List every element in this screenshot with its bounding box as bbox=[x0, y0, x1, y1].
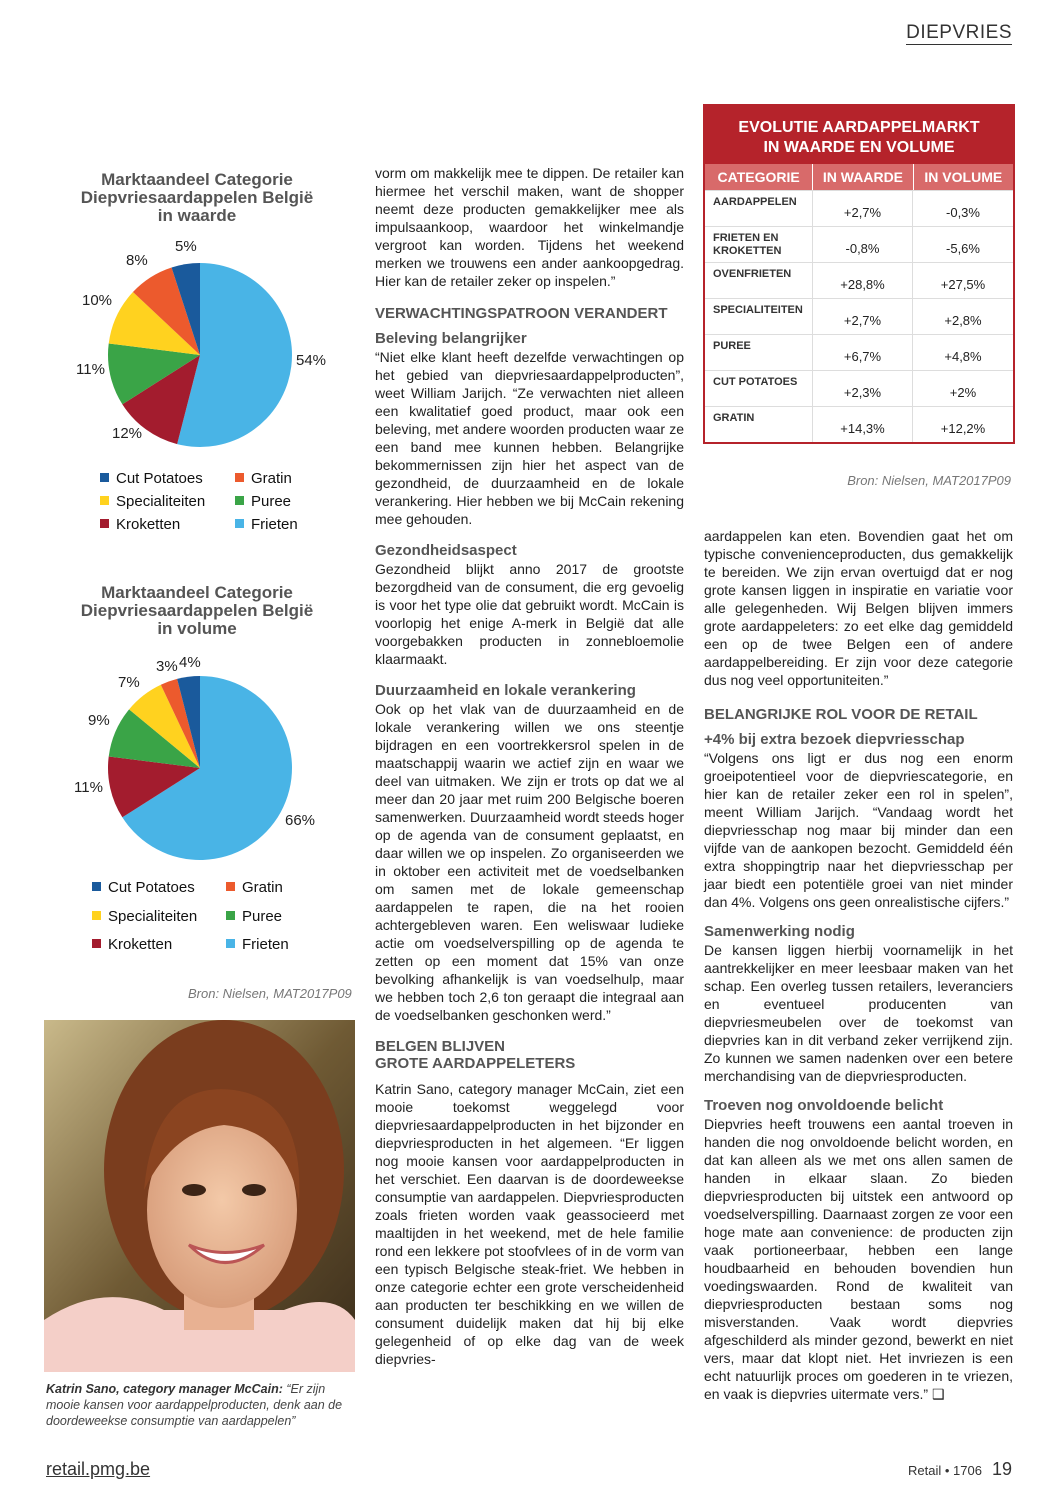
legend-item-spec: Specialiteiten bbox=[100, 493, 205, 510]
cell-waarde: +2,7% bbox=[813, 191, 913, 226]
cell-volume: +2% bbox=[949, 385, 977, 400]
table-row bbox=[705, 262, 1013, 298]
krok-swatch bbox=[92, 939, 101, 948]
chart1-title: Marktaandeel Categorie Diepvriesaardappelen België in waarde bbox=[80, 170, 314, 225]
chart2-title: Marktaandeel Categorie Diepvriesaardappelen België in volume bbox=[80, 583, 314, 638]
chart1-label-frieten: 54% bbox=[296, 352, 327, 369]
table-source: Bron: Nielsen, MAT2017P09 bbox=[847, 473, 1011, 488]
footer-issue: Retail • 1706 19 bbox=[908, 1459, 1012, 1479]
cell-volume: +4,8% bbox=[944, 349, 982, 364]
col-header-volume: IN VOLUME bbox=[913, 164, 1013, 190]
legend2-item-frieten: Frieten bbox=[226, 936, 289, 953]
legend2-item-cut: Cut Potatoes bbox=[92, 879, 195, 896]
legend-item-gratin: Gratin bbox=[235, 470, 292, 487]
page-number: 19 bbox=[991, 1459, 1012, 1479]
puree-swatch bbox=[235, 496, 244, 505]
subheading: +4% bij extra bezoek diepvriesschap bbox=[704, 731, 965, 748]
table-body bbox=[705, 190, 1013, 442]
cell-waarde: +6,7% bbox=[813, 335, 913, 370]
cell-categorie: GRATIN bbox=[705, 407, 813, 442]
krok-swatch bbox=[100, 519, 109, 528]
paragraph: aardappelen kan eten. Bovendien gaat het om typische convenienceproducten, dus gemakkelijk te bereiden. We zijn ervan overtuigd dat er nog grote kansen liggen in inspiratie en variatie voor alle gelegenheden. Wij Belgen blijven immers grote aardappeleters: zo eet elke dag gemiddeld een op de twee Belgen een of andere aardappelbereiding. Er zijn voor deze categorie dus nog veel opportuniteiten.” bbox=[704, 528, 1013, 688]
col-header-waarde: IN WAARDE bbox=[812, 164, 912, 190]
legend2-item-spec: Specialiteiten bbox=[92, 908, 197, 925]
paragraph: Katrin Sano, category manager McCain, ziet een mooie toekomst weggelegd voor diepvriesaardappelproducten in het bijzonder en diepvriesproducten in het algemeen. “Er liggen nog mooie kansen voor aardappelproducten in het verschiet. Een daarvan is de doordeweekse consumptie van aardappelen. Diepvriesproducten zoals frieten worden vaak geassocieerd met maaltijden in het weekend, met de hele familie rond een lekkere pot stoofvlees of in de vorm van een typisch Belgische steak-friet. We hebben in onze categorie echter een grote verscheidenheid aan producten ter beschikking en we willen de consument duidelijk maken dat hij bij elke gelegenheid of op elke dag van de week diepvries- bbox=[375, 1081, 684, 1367]
cell-waarde: +28,8% bbox=[813, 263, 913, 298]
heading: BELANGRIJKE ROL VOOR DE RETAIL bbox=[704, 706, 978, 723]
portrait-image bbox=[44, 1020, 355, 1372]
cell-waarde: -0,8% bbox=[813, 227, 913, 262]
legend2-item-gratin: Gratin bbox=[226, 879, 283, 896]
legend2-item-krok: Kroketten bbox=[92, 936, 172, 953]
col-header-categorie: CATEGORIE bbox=[717, 169, 800, 185]
subheading: Beleving belangrijker bbox=[375, 330, 527, 347]
puree-swatch bbox=[226, 911, 235, 920]
chart2-label-krok: 11% bbox=[74, 779, 103, 796]
chart1-label-krok: 12% bbox=[112, 425, 143, 442]
chart1-label-gratin: 8% bbox=[126, 252, 148, 269]
frieten-swatch bbox=[226, 939, 235, 948]
cell-categorie: AARDAPPELEN bbox=[705, 191, 813, 226]
cell-volume: +27,5% bbox=[940, 277, 986, 292]
legend-item-frieten: Frieten bbox=[235, 516, 298, 533]
paragraph: “Volgens ons ligt er dus nog een enorm groeipotentieel voor de diepvriescategorie, en hier kan de retailer zeker een rol in spelen”, meent William Jarijch. “Vandaag wordt het diepvriesschap nog maar bij minder dan een vijfde van de aankopen bezocht. Gemiddeld één extra shoppingtrip naar het diepvriesschap per jaar biedt een potentiële groei van niet minder dan 4%. Volgens ons geen onrealistische cijfers.” bbox=[704, 750, 1013, 910]
paragraph: Diepvries heeft trouwens een aantal troeven in handen die nog onvoldoende belicht worden, en dat kan alleen als we met ons allen samen de handen in elkaar slaan. Zo bieden diepvriesproducten bij uitstek een antwoord op voedselverspilling. Daarnaast zorgen ze voor een hoge mate aan convenience: de producten zijn vaak portioneerbaar, hebben een lange houdbaarheid en behouden bovendien hun voedingswaarden. Rond de kwaliteit van diepvriesproducten bestaan soms nog misverstanden. Vaak wordt diepvries afgeschilderd als minder gezond, bewerkt en niet vers, maar dat klopt niet. Het invriezen is een echt natuurlijk proces om goederen in te vriezen, en vaak is diepvries uitermate vers.” ❑ bbox=[704, 1116, 1013, 1402]
table-header-row bbox=[705, 164, 1013, 190]
spec-swatch bbox=[100, 496, 109, 505]
chart2-label-puree: 9% bbox=[88, 712, 110, 729]
cell-volume: -0,3% bbox=[946, 205, 980, 220]
spec-swatch bbox=[92, 911, 101, 920]
gratin-swatch bbox=[226, 882, 235, 891]
table-title: EVOLUTIE AARDAPPELMARKT IN WAARDE EN VOLUME bbox=[705, 106, 1013, 164]
chart1-label-cut: 5% bbox=[175, 238, 197, 255]
frieten-swatch bbox=[235, 519, 244, 528]
cell-categorie: OVENFRIETEN bbox=[705, 263, 813, 298]
chart2-pie bbox=[100, 668, 300, 868]
table-row bbox=[705, 334, 1013, 370]
paragraph: Ook op het vlak van de duurzaamheid en de lokale verankering willen we ons steentje bijdragen en een voortrekkersrol spelen in de maatschappij waarin we actief zijn en waar we deel van uitmaken. We zijn er trots op dat we al meer dan 20 jaar met ruim 200 Belgische boeren samenwerken. Duurzaamheid wordt steeds hoger op de agenda van de consument geplaatst, en daar willen we op inspelen. Zo organiseerden we in oktober een activiteit met de voedselbanken om samen met de lokale gemeenschap aardappelen te rapen, die na het rooien achtergebleven waren. Een weliswaar ludieke actie om voedselverspilling op de agenda te zetten op een moment dat 15% van onze bevolking afhankelijk is van voedselhulp, maar we hebben toch 2,6 ton geraapt die integraal aan de voedselbanken geschonken werd.” bbox=[375, 701, 684, 1023]
chart2-label-spec: 7% bbox=[118, 674, 140, 691]
legend-item-cut: Cut Potatoes bbox=[100, 470, 203, 487]
photo-caption bbox=[46, 1381, 351, 1429]
caption-name: Katrin Sano, category manager McCain: bbox=[46, 1382, 283, 1396]
cell-waarde: +2,3% bbox=[813, 371, 913, 406]
cut-swatch bbox=[100, 473, 109, 482]
table-row bbox=[705, 298, 1013, 334]
paragraph: “Niet elke klant heeft dezelfde verwachtingen op het gebied van diepvriesaardappelproducten”, weet William Jarijch. “Ze verwachten niet alleen een kwalitatief goed product, maar ook een beleving, met andere woorden producten waar ze een band mee kunnen hebben. Belangrijke bekommernissen zijn hier het aspect van de gezondheid, de duurzaamheid en de lokale verankering. Hier hebben we bij McCain rekening mee gehouden. bbox=[375, 349, 684, 527]
article-column-right bbox=[704, 527, 1013, 1403]
cell-categorie: SPECIALITEITEN bbox=[705, 299, 813, 334]
chart2-label-gratin: 3% bbox=[156, 658, 178, 675]
chart1-label-puree: 11% bbox=[76, 361, 105, 378]
table-row bbox=[705, 190, 1013, 226]
cell-categorie: PUREE bbox=[705, 335, 813, 370]
article-column-middle bbox=[375, 164, 684, 1368]
subheading: Duurzaamheid en lokale verankering bbox=[375, 682, 636, 699]
gratin-swatch bbox=[235, 473, 244, 482]
chart-source: Bron: Nielsen, MAT2017P09 bbox=[188, 986, 352, 1001]
paragraph: De kansen liggen hierbij voornamelijk in het aantrekkelijker en meer leesbaar maken van het schap. Een overleg tussen retailers, leveranciers en eventueel producenten van diepvriesmeubelen over de toekomst van diepvries kan in dit verband zeker verrijkend zijn. Zo kunnen we samen nadenken over een betere merchandising van de diepvriesproducten. bbox=[704, 942, 1013, 1084]
cell-volume: +12,2% bbox=[940, 421, 986, 436]
footer-url[interactable]: retail.pmg.be bbox=[46, 1459, 151, 1479]
chart2-label-cut: 4% bbox=[179, 654, 201, 671]
cell-volume: -5,6% bbox=[946, 241, 980, 256]
legend-item-krok: Kroketten bbox=[100, 516, 180, 533]
subheading: Gezondheidsaspect bbox=[375, 542, 517, 559]
portrait-photo bbox=[44, 1020, 355, 1372]
subheading: Troeven nog onvoldoende belicht bbox=[704, 1097, 944, 1114]
heading: BELGEN BLIJVEN GROTE AARDAPPELETERS bbox=[375, 1038, 576, 1072]
table-row bbox=[705, 406, 1013, 442]
cell-categorie: CUT POTATOES bbox=[705, 371, 813, 406]
legend-item-puree: Puree bbox=[235, 493, 291, 510]
paragraph: vorm om makkelijk mee te dippen. De retailer kan hiermee het verschil maken, want de shopper neemt deze producten gemakkelijker mee als impulsaankoop, waardoor het winkelmandje vergroot kan worden. Tijdens het weekend merken we trouwens een ander aankoopgedrag. Hier kan de retailer zeker op inspelen.” bbox=[375, 165, 684, 289]
subheading: Samenwerking nodig bbox=[704, 923, 855, 940]
cut-swatch bbox=[92, 882, 101, 891]
cell-waarde: +2,7% bbox=[813, 299, 913, 334]
chart1-legend bbox=[100, 470, 330, 540]
cell-categorie: FRIETEN EN KROKETTEN bbox=[705, 227, 813, 262]
cell-volume: +2,8% bbox=[944, 313, 982, 328]
chart2-label-frieten: 66% bbox=[285, 812, 316, 829]
section-tag: DIEPVRIES bbox=[906, 22, 1012, 43]
chart2-legend bbox=[92, 879, 332, 959]
market-table bbox=[703, 104, 1015, 444]
table-row bbox=[705, 226, 1013, 262]
paragraph: Gezondheid blijkt anno 2017 de grootste bezorgdheid van de consument, die erg gevoelig is voor het type olie dat gebruikt wordt. McCain is voorlopig het enige A-merk in België dat alle voorgebakken producten in zonnebloemolie klaarmaakt. bbox=[375, 561, 684, 667]
cell-waarde: +14,3% bbox=[813, 407, 913, 442]
legend2-item-puree: Puree bbox=[226, 908, 282, 925]
table-row bbox=[705, 370, 1013, 406]
caption-quote: “Er zijn mooie kansen voor aardappelproducten, denk aan de doordeweekse consumptie van aardappelen” bbox=[46, 1382, 343, 1428]
heading: VERWACHTINGSPATROON VERANDERT bbox=[375, 305, 668, 322]
chart1-label-spec: 10% bbox=[82, 292, 113, 309]
